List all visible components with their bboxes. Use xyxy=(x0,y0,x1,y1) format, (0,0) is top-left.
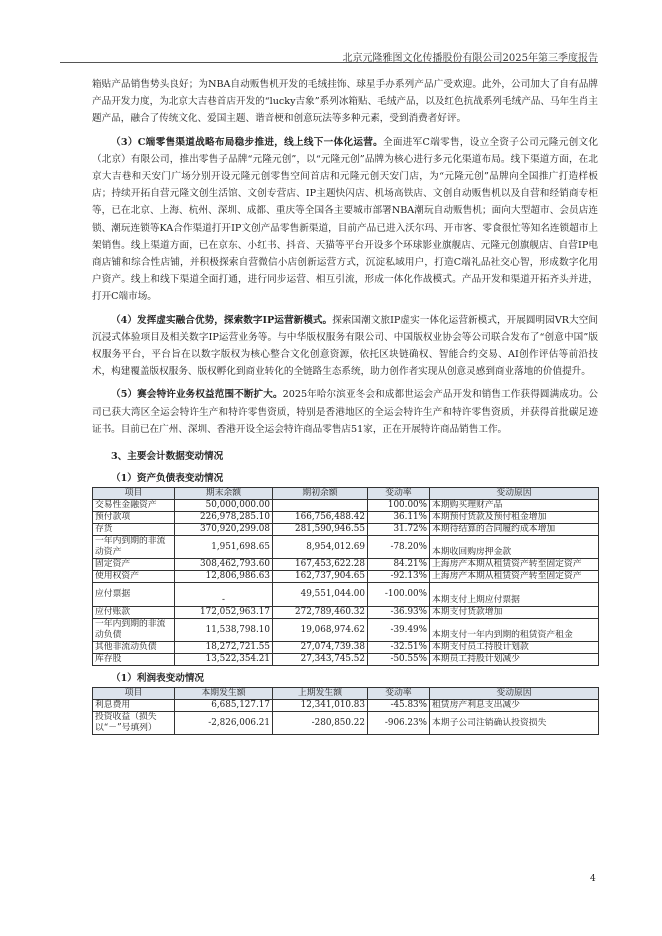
item-cell: 一年内到期的非流动负债 xyxy=(93,619,175,642)
paragraph-licensing-body: 2025年哈尔滨亚冬会和成都世运会产品开发和销售工作获得圆满成功。公司已获大湾区全运会特许生产和特许零售资质，特别是香港地区的全运会特许生产和特许零售资质，并获得首批碳足迹证书。目前已在广州、深圳、香港开设全运会特许商品零售店51家，正在开展特许商品销售工作。 xyxy=(92,389,598,435)
item-cell: 应付票据 xyxy=(93,583,175,607)
item-cell: 投资收益（损失以“－”号填列） xyxy=(93,712,175,735)
table-row xyxy=(93,536,599,559)
column-header: 变动率 xyxy=(368,488,430,500)
item-cell: 预付款项 xyxy=(93,512,175,524)
begin-balance-cell: 49,551,044.00 xyxy=(273,583,368,607)
begin-balance-cell: 27,074,739.38 xyxy=(273,642,368,654)
paragraph-digital-ip-title: （4）发挥虚实融合优势，探索数字IP运营新模式。 xyxy=(111,314,333,326)
page-number: 4 xyxy=(590,874,596,884)
table-row xyxy=(93,700,599,712)
column-header: 项目 xyxy=(93,488,175,500)
change-rate-cell: -100.00% xyxy=(368,583,430,607)
item-cell: 库存股 xyxy=(93,654,175,666)
end-balance-cell: 308,462,793.60 xyxy=(175,559,273,571)
table-row xyxy=(93,512,599,524)
end-balance-cell: 370,920,299.08 xyxy=(175,524,273,536)
change-rate-cell: -906.23% xyxy=(368,712,430,735)
item-cell: 利息费用 xyxy=(93,700,175,712)
reason-cell: 上海房产本期从租赁资产转至固定资产 xyxy=(430,571,599,583)
begin-balance-cell: 167,453,622.28 xyxy=(273,559,368,571)
item-cell: 使用权资产 xyxy=(93,571,175,583)
end-balance-cell: 226,978,285.10 xyxy=(175,512,273,524)
reason-cell: 本期子公司注销确认投资损失 xyxy=(430,712,599,735)
balance-sheet-heading: （1）资产负债表变动情况 xyxy=(111,473,224,485)
table-row xyxy=(93,607,599,619)
begin-balance-cell: 27,343,745.52 xyxy=(273,654,368,666)
column-header: 上期发生额 xyxy=(273,688,368,700)
end-balance-cell: 12,806,986.63 xyxy=(175,571,273,583)
item-cell: 一年内到期的非流动资产 xyxy=(93,536,175,559)
change-rate-cell: -50.55% xyxy=(368,654,430,666)
income-statement-heading: （1）利润表变动情况 xyxy=(111,673,205,685)
end-balance-cell: 18,272,721.55 xyxy=(175,642,273,654)
reason-cell: 本期支付货款增加 xyxy=(430,607,599,619)
report-header: 北京元隆雅图文化传播股份有限公司2025年第三季度报告 xyxy=(342,53,598,64)
end-balance-cell: 11,538,798.10 xyxy=(175,619,273,642)
item-cell: 交易性金融资产 xyxy=(93,500,175,512)
item-cell: 固定资产 xyxy=(93,559,175,571)
paragraph-digital-ip-body: 探索国潮文旅IP虚实一体化运营新模式，开展圆明园VR大空间沉浸式体验项目及相关数字IP运营业务等。与中华版权服务有限公司、中国版权业协会等公司联合发布了“创意中国”版权服务平台，平台旨在以数字版权为核心整合文化创意资源，依托区块链确权、智能合约交易、AI创作评估等前沿技术，构建覆盖版权服务、版权孵化到商业转化的全链路生态系统，助力创作者实现从创意灵感到商业落地的价值提升。 xyxy=(92,314,598,378)
paragraph-licensing xyxy=(92,386,598,438)
reason-cell: 本期支付员工持股计划款 xyxy=(430,642,599,654)
change-rate-cell: -45.83% xyxy=(368,700,430,712)
paragraph-digital-ip xyxy=(92,312,598,381)
reason-cell: 本期待结算的合同履约成本增加 xyxy=(430,524,599,536)
table-header-row xyxy=(93,688,599,700)
previous-amount-cell: 12,341,010.83 xyxy=(273,700,368,712)
table-row xyxy=(93,654,599,666)
begin-balance-cell xyxy=(273,500,368,512)
begin-balance-cell: 272,789,460.32 xyxy=(273,607,368,619)
previous-amount-cell: -280,850.22 xyxy=(273,712,368,735)
end-balance-cell: 172,052,963.17 xyxy=(175,607,273,619)
table-row xyxy=(93,619,599,642)
change-rate-cell: 36.11% xyxy=(368,512,430,524)
reason-cell: 本期支付一年内到期的租赁资产租金 xyxy=(430,619,599,642)
income-statement-table xyxy=(92,687,599,735)
end-balance-cell: 50,000,000.00 xyxy=(175,500,273,512)
column-header: 本期发生额 xyxy=(175,688,273,700)
table-row xyxy=(93,500,599,512)
table-row xyxy=(93,712,599,735)
paragraph-c-end-retail-title: （3）C端零售渠道战略布局稳步推进，线上线下一体化运营。 xyxy=(111,136,383,148)
change-rate-cell: -78.20% xyxy=(368,536,430,559)
column-header: 期初余额 xyxy=(273,488,368,500)
begin-balance-cell: 281,590,946.55 xyxy=(273,524,368,536)
paragraph-c-end-retail-body: 全面进军C端零售，设立全资子公司元隆元创文化（北京）有限公司，推出零售子品牌“元隆元创”，以“元隆元创”品牌为核心进行多元化渠道布局。线下渠道方面，在北京大吉巷和天安门广场分别开设元隆元创零售空间首店和元隆元创天安门店，为“元隆元创”品牌向全国推广打造样板店；持续开拓自营元隆文创生活馆、文创专营店、IP主题快闪店、机场高铁店、文创自动贩售机以及自营和经销商专柜等，已在北京、上海、杭州、深圳、成都、重庆等全国各主要城市部署NBA潮玩自动贩售机；面向大型超市、会员店连锁、潮玩连锁等KA合作渠道打开IP文创产品零售新渠道，目前产品已进入沃尔玛、开市客、零食很忙等知名连锁超市上架销售。线上渠道方面，已在京东、小红书、抖音、天猫等平台开设多个环球影业旗舰店、元隆元创旗舰店、自营IP电商店铺和综合性店铺，并积极探索自营微信小店创新运营方式，沉淀私域用户，打造C端礼品社交心智，形成数字化用户资产。线上和线下渠道全面打通，进行同步运营、相互引流，形成一体化作战模式。产品开发和渠道开拓齐头并进，打开C端市场。 xyxy=(92,136,598,303)
current-amount-cell: 6,685,127.17 xyxy=(175,700,273,712)
item-cell: 存货 xyxy=(93,524,175,536)
begin-balance-cell: 19,068,974.62 xyxy=(273,619,368,642)
paragraph-c-end-retail xyxy=(92,134,598,306)
column-header: 变动原因 xyxy=(430,688,599,700)
change-rate-cell: -92.13% xyxy=(368,571,430,583)
section-heading: 3、主要会计数据变动情况 xyxy=(111,451,224,463)
table-row xyxy=(93,524,599,536)
column-header: 项目 xyxy=(93,688,175,700)
reason-cell: 本期预付货款及预付租金增加 xyxy=(430,512,599,524)
table-row xyxy=(93,583,599,607)
change-rate-cell: 31.72% xyxy=(368,524,430,536)
paragraph-product-sales: 箱贴产品销售势头良好；为NBA自动贩售机开发的毛绒挂饰、球星手办系列产品广受欢迎。此外，公司加大了自有品牌产品开发力度，为北京大吉巷首店开发的“lucky吉象”系列冰箱贴、毛绒产品，以及红色抗战系列毛绒产品、马年生肖主题产品，融合了传统文化、爱国主题、谐音梗和创意玩法等多种元素，受到消费者好评。 xyxy=(92,79,598,125)
table-row xyxy=(93,559,599,571)
paragraph-licensing-title: （5）赛会特许业务权益范围不断扩大。 xyxy=(111,389,283,401)
item-cell: 应付账款 xyxy=(93,607,175,619)
column-header: 变动原因 xyxy=(430,488,599,500)
table-header-row xyxy=(93,488,599,500)
change-rate-cell: -32.51% xyxy=(368,642,430,654)
table-row xyxy=(93,571,599,583)
change-rate-cell: -39.49% xyxy=(368,619,430,642)
reason-cell: 租赁房产利息支出减少 xyxy=(430,700,599,712)
header-rule xyxy=(60,62,598,63)
reason-cell: 本期员工持股计划减少 xyxy=(430,654,599,666)
balance-sheet-table xyxy=(92,487,599,666)
reason-cell: 本期支付上期应付票据 xyxy=(430,583,599,607)
begin-balance-cell: 162,737,904.65 xyxy=(273,571,368,583)
change-rate-cell: -36.93% xyxy=(368,607,430,619)
begin-balance-cell: 8,954,012.69 xyxy=(273,536,368,559)
end-balance-cell: - xyxy=(175,583,273,607)
column-header: 期末余额 xyxy=(175,488,273,500)
change-rate-cell: 100.00% xyxy=(368,500,430,512)
reason-cell: 本期收回购房押金款 xyxy=(430,536,599,559)
change-rate-cell: 84.21% xyxy=(368,559,430,571)
end-balance-cell: 1,951,698.65 xyxy=(175,536,273,559)
item-cell: 其他非流动负债 xyxy=(93,642,175,654)
begin-balance-cell: 166,756,488.42 xyxy=(273,512,368,524)
page-content xyxy=(92,76,598,735)
current-amount-cell: -2,826,006.21 xyxy=(175,712,273,735)
end-balance-cell: 13,522,354.21 xyxy=(175,654,273,666)
table-row xyxy=(93,642,599,654)
reason-cell: 本期购买理财产品 xyxy=(430,500,599,512)
reason-cell: 上海房产本期从租赁资产转至固定资产 xyxy=(430,559,599,571)
column-header: 变动率 xyxy=(368,688,430,700)
